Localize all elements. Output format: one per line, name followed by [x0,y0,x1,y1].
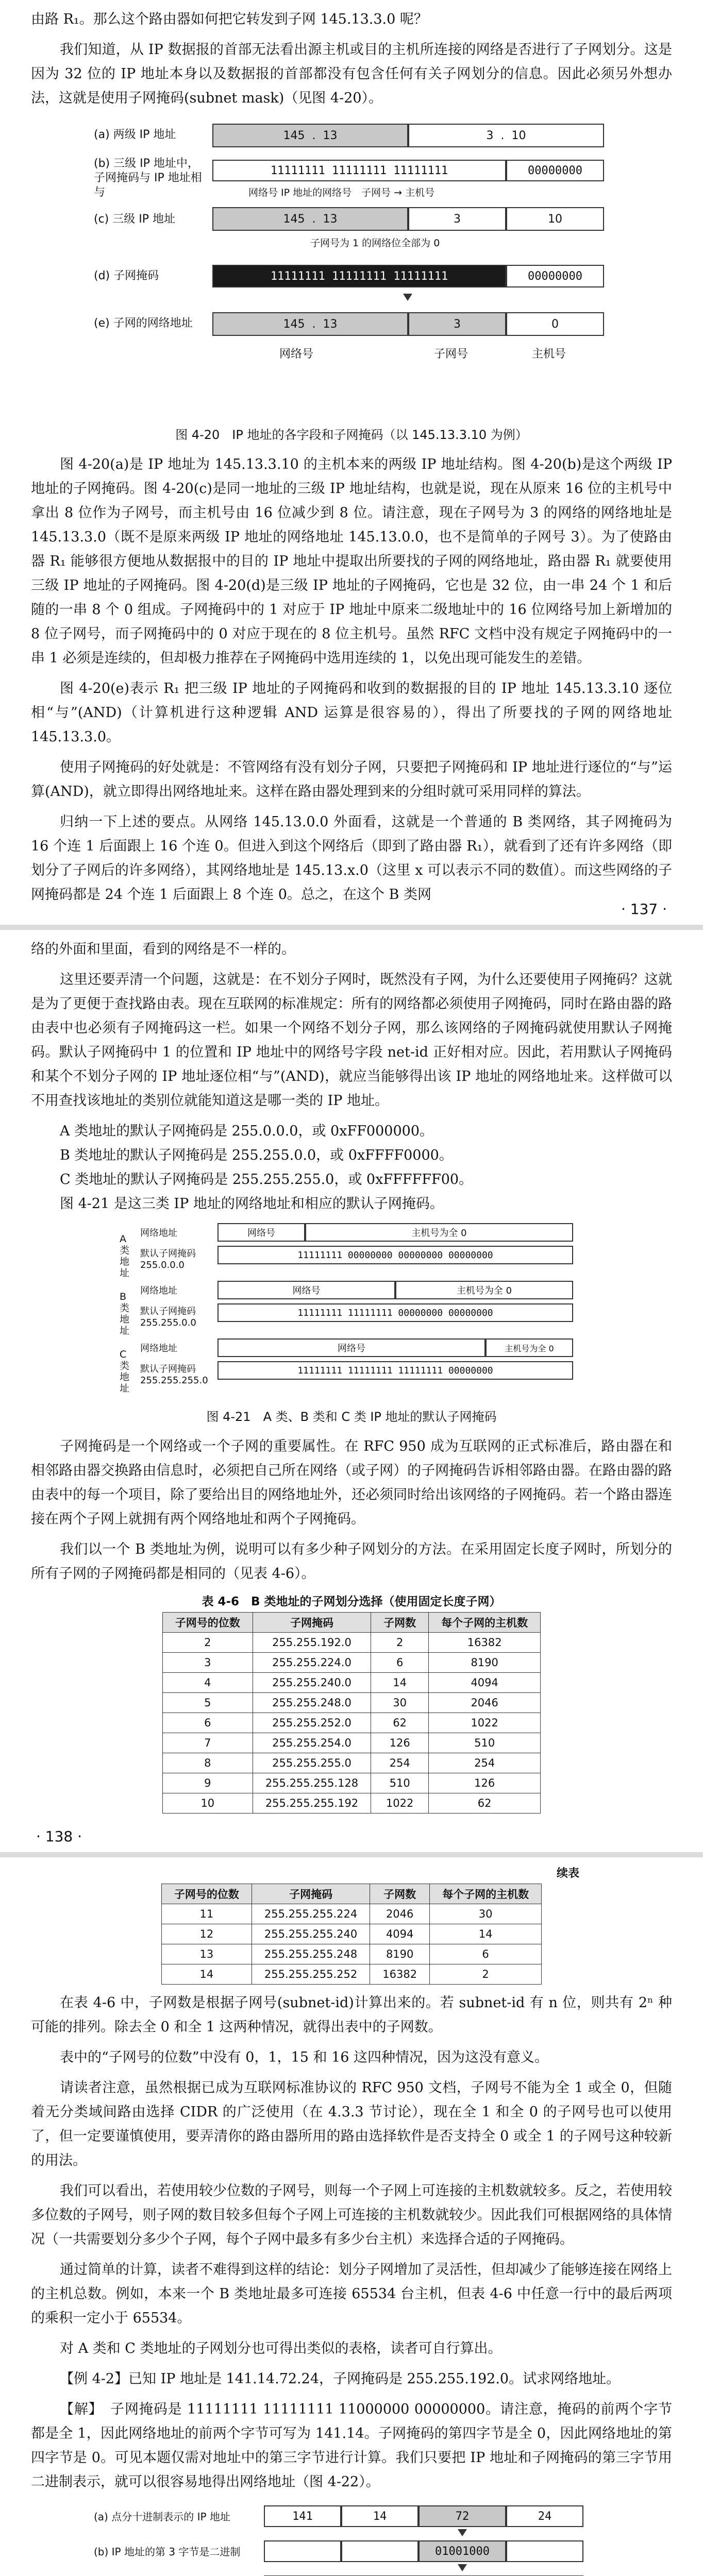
table-cell: 255.255.248.0 [253,1693,371,1713]
page-gap [0,925,703,930]
table-cell: 14 [430,1924,542,1944]
table-cell: 255.255.255.192 [253,1793,371,1814]
table-row [162,1693,540,1713]
paragraph: C 类地址的默认子网掩码是 255.255.255.0，或 0xFFFFFF00。 [60,1172,473,1188]
paragraph: B 类地址的默认子网掩码是 255.255.0.0，或 0xFFFF0000。 [60,1147,453,1163]
table-header-cell: 子网掩码 [252,1884,370,1904]
page-number: · 138 · [36,1828,82,1845]
fig-note: 子网号为 1 的网络位全部为 0 [310,238,440,249]
paragraph: 【解】 子网掩码是 11111111 11111111 11000000 00000000。请注意，掩码的前两个字节都是全 1，因此网络地址的前两个字节可写为 141.14。子网掩码的第四字节是全 0，因此网络地址的第四字节是 0。可见本题仅需对地址中的第三字节进行计算。我们只要把 IP 地址和子网掩码的第三字节用二进制表示，就可以很容易地得出网络地址（图 4-22）。 [31,2401,672,2490]
paragraph: 子网掩码是一个网络或一个子网的重要属性。在 RFC 950 成为互联网的正式标准后，路由器在和相邻路由器交换路由信息时，必须把自己所在网络（或子网）的子网掩码告诉相邻路由器。在路由器的路由表中的每一个项目，除了要给出目的网络地址外，还必须同时给出该网络的子网掩码。若一个路由器连接在两个子网上就拥有两个网络地址和两个子网掩码。 [31,1438,672,1527]
table-cell: 30 [430,1904,542,1924]
address-byte: 24 [506,2505,583,2527]
host-field: 10 [506,207,604,231]
fig-row-label: (a) 点分十进制表示的 IP 地址 [94,2511,230,2523]
mask-value: 255.0.0.0 [140,1260,185,1270]
page-138 [0,930,703,1852]
legend-subnet: 子网号 [434,348,468,361]
paragraph: 图 4-20(a)是 IP 地址为 145.13.3.10 的主机本来的两级 IP 地址结构。图 4-20(b)是这个两级 IP 地址的子网掩码。图 4-20(c)是同一地址的三级 IP 地址结构，也就是说，现在从原来 16 位的主机号中拿出 8 位作为子网号，而主机号由 16 位减少到 8 位。请注意，现在子网号为 3 的网络的网络地址是 145.13.3.0（既不是原来两级 IP 地址的网络地址 145.13.0.0，也不是简单的子网号 3）。为了使路由器 R₁ 能够很方便地从数据报中的目的 IP 地址中提取出所要找的子网的网络地址，路由器 R₁ 就要使用三级 IP 地址的子网掩码。图 4-20(d)是三级 IP 地址的子网掩码，它也是 32 位，由一串 24 个 1 和后随的一串 8 个 0 组成。子网掩码中的 1 对应于 IP 地址中原来二级地址中的 16 位网络号加上新增加的 8 位子网号，而子网掩码中的 0 对应于现在的 8 位主机号。虽然 RFC 文档中没有规定子网掩码中的一串 1 必须是连续的，但却极力推荐在子网掩码中选用连续的 1，以免出现可能发生的差错。 [31,456,672,666]
host-field: 主机号为全 0 [305,1223,573,1242]
arrow-icon [403,294,412,301]
table-cell: 6 [162,1713,253,1733]
table-cell: 2 [371,1633,429,1653]
figure-4-20 [94,116,609,420]
mask-value: 255.255.0.0 [140,1317,196,1328]
table-row [162,1713,540,1733]
paragraph: A 类地址的默认子网掩码是 255.0.0.0，或 0xFF000000。 [60,1123,434,1139]
class-b-side: B 类地址 [120,1291,130,1336]
table-cell: 8190 [429,1653,541,1673]
paragraph: 表中的“子网号的位数”中没有 0，1，15 和 16 这四种情况，因为这没有意义。 [60,2049,549,2065]
table-continued: 续表 [556,1867,579,1880]
table-cell: 4094 [370,1924,430,1944]
table-header-cell: 子网数 [370,1884,430,1904]
table-row [162,1753,540,1773]
table-cell: 10 [162,1793,253,1814]
subnet-field: 3 [408,312,506,336]
table-cell: 16382 [429,1633,541,1653]
paragraph: 【例 4-2】已知 IP 地址是 141.14.72.24，子网掩码是 255.255.192.0。试求网络地址。 [60,2371,621,2387]
fig-label-b: (b) 三级 IP 地址中，子网掩码与 IP 地址相与 [94,157,202,199]
fig-label-c: (c) 三级 IP 地址 [94,213,175,226]
table-cell: 1022 [429,1713,541,1733]
table-row [162,1673,540,1693]
net-field: 网络号 [217,1338,486,1357]
paragraph: 我们可以看出，若使用较少位数的子网号，则每一个子网上可连接的主机数就较多。反之，若使用较多位数的子网号，则子网的数目较多但每个子网上可连接的主机数就较少。因此我们可根据网络的具体情况（一共需要划分多少个子网，每个子网中最多有多少台主机）来选择合适的子网掩码。 [31,2183,672,2247]
table-title: 表 4-6 B 类地址的子网划分选择（使用固定长度子网） [202,1595,501,1608]
page-137 [0,0,703,925]
mask-zeros: 00000000 [506,160,604,181]
table-cell: 510 [371,1773,429,1793]
class-a-side: A 类地址 [120,1233,130,1279]
net-field: 网络号 [217,1281,395,1299]
mask-zeros: 00000000 [506,265,604,287]
mask-ones: 11111111 11111111 11111111 [212,160,506,181]
class-c-side: C 类地址 [120,1349,130,1394]
paragraph: 由路 R₁。那么这个路由器如何把它转发到子网 145.13.3.0 呢？ [31,11,428,27]
table-header-row [161,1884,541,1904]
subnet-field: 3 [408,207,506,231]
legend-host: 主机号 [532,348,566,361]
paragraph: 对 A 类和 C 类地址的子网划分也可得出类似的表格，读者可自行算出。 [60,2341,502,2357]
table-row [162,1733,540,1753]
paragraph: 使用子网掩码的好处就是：不管网络有没有划分子网，只要把子网掩码和 IP 地址进行逐位的“与”运算(AND)，就立即得出网络地址来。这样在路由器处理到来的分组时就可采用同样的算法。 [31,759,672,800]
table-cell: 2 [162,1633,253,1653]
table-cell: 255.255.252.0 [253,1713,371,1733]
net-addr-label: 网络地址 [140,1228,177,1239]
fig-note: 网络号 IP 地址的网络号 子网号 → 主机号 [248,187,435,198]
fig-label-d: (d) 子网掩码 [94,269,159,282]
table-header-cell: 子网号的位数 [162,1613,253,1633]
table-row [161,1924,541,1944]
table-cell: 2046 [429,1693,541,1713]
figure-caption: 图 4-21 A 类、B 类和 C 类 IP 地址的默认子网掩码 [206,1410,497,1424]
table-cell: 4 [162,1673,253,1693]
table-cell: 255.255.255.240 [252,1924,370,1944]
paragraph: 图 4-21 是这三类 IP 地址的网络地址和相应的默认子网掩码。 [60,1196,444,1212]
table-cell: 255.255.255.0 [253,1753,371,1773]
mask-bits: 11111111 00000000 00000000 00000000 [217,1246,573,1264]
table-cell: 126 [371,1733,429,1753]
table-header-cell: 子网掩码 [253,1613,371,1633]
paragraph: 我们以一个 B 类地址为例，说明可以有多少种子网划分的方法。在采用固定长度子网时，所划分的所有子网的子网掩码都是相同的（见表 4-6）。 [31,1541,672,1582]
mask-value: 255.255.255.0 [140,1375,208,1386]
host-field: 3 . 10 [408,124,604,147]
figure-4-21 [120,1222,583,1402]
table-row [162,1653,540,1673]
table-cell: 126 [429,1773,541,1793]
table-cell: 11 [161,1904,252,1924]
page-gap [0,1852,703,1857]
table-header-row [162,1613,540,1633]
address-byte: 72 [419,2505,506,2527]
table-cell: 6 [430,1944,542,1964]
table-row [162,1773,540,1793]
table-cell: 62 [371,1713,429,1733]
table-cell: 254 [429,1753,541,1773]
table-cell: 255.255.254.0 [253,1733,371,1753]
table-header-cell: 每个子网的主机数 [430,1884,542,1904]
address-byte-blank [341,2540,419,2562]
arrow-icon [458,2529,467,2536]
table-cell: 255.255.255.128 [253,1773,371,1793]
net-addr-label: 网络地址 [140,1285,177,1296]
table-cell: 8 [162,1753,253,1773]
table-cell: 12 [161,1924,252,1944]
paragraph: 我们知道，从 IP 数据报的首部无法看出源主机或目的主机所连接的网络是否进行了子网划分。这是因为 32 位的 IP 地址本身以及数据报的首部都没有包含任何有关子网划分的信息。因此必须另外想办法，这就是使用子网掩码(subnet mask)（见图 4-20）。 [31,42,672,106]
table-cell: 30 [371,1693,429,1713]
paragraph: 图 4-20(e)表示 R₁ 把三级 IP 地址的子网掩码和收到的数据报的目的 IP 地址 145.13.3.10 逐位相“与”(AND)（计算机进行这种逻辑 AND 运算是很容易的），得出了所要找的子网的网络地址 145.13.3.0。 [31,681,672,745]
fig-label-a: (a) 两级 IP 地址 [94,128,176,141]
paragraph: 请读者注意，虽然根据已成为互联网标准协议的 RFC 950 文档，子网号不能为全 1 或全 0，但随着无分类域间路由选择 CIDR 的广泛使用（在 4.3.3 节讨论），现在全 1 和全 0 的子网号也可以使用了，但一定要谨慎使用，要弄清你的路由器所用的路由选择软件是否支持全 0 或全 1 的子网号这种较新的用法。 [31,2080,672,2168]
mask-label: 默认子网掩码 [140,1364,196,1375]
figure-caption: 图 4-20 IP 地址的各字段和子网掩码（以 145.13.3.10 为例） [175,428,528,442]
table-cell: 6 [371,1653,429,1673]
table-cell: 7 [162,1733,253,1753]
table-row [161,1964,541,1985]
mask-label: 默认子网掩码 [140,1306,196,1317]
table-cell: 5 [162,1693,253,1713]
address-byte: 141 [264,2505,341,2527]
table-cell: 9 [162,1773,253,1793]
table-header-cell: 每个子网的主机数 [429,1613,541,1633]
paragraph: 这里还要弄清一个问题，这就是：在不划分子网时，既然没有子网，为什么还要使用子网掩码？这就是为了更便于查找路由表。现在互联网的标准规定：所有的网络都必须使用子网掩码，同时在路由器的路由表中也必须有子网掩码这一栏。如果一个网络不划分子网，那么该网络的子网掩码就使用默认子网掩码。默认子网掩码中 1 的位置和 IP 地址中的网络号字段 net-id 正好相对应。因此，若用默认子网掩码和某个不划分子网的 IP 地址逐位相“与”(AND)，就应当能够得出该 IP 地址的网络地址来。这样做可以不用查找该地址的类别位就能知道这是哪一类的 IP 地址。 [31,972,672,1109]
paragraph: 在表 4-6 中，子网数是根据子网号(subnet-id)计算出来的。若 subnet-id 有 n 位，则共有 2ⁿ 种可能的排列。除去全 0 和全 1 这两种情况，就得出表中的子网数。 [31,1995,672,2035]
table-cell: 8190 [370,1944,430,1964]
table-cell: 2046 [370,1904,430,1924]
table-cell: 255.255.240.0 [253,1673,371,1693]
table-cell: 255.255.255.252 [252,1964,370,1985]
table-cell: 4094 [429,1673,541,1693]
fig-row-label: (b) IP 地址的第 3 字节是二进制 [94,2546,241,2558]
table-cell: 255.255.224.0 [253,1653,371,1673]
page-139 [0,1857,703,2576]
table-cell: 255.255.255.248 [252,1944,370,1964]
table-cell: 3 [162,1653,253,1673]
host-field: 0 [506,312,604,336]
net-field: 145 . 13 [212,312,408,336]
fig-label-e: (e) 子网的网络地址 [94,317,193,330]
table-row [161,1944,541,1964]
table-cell: 14 [371,1673,429,1693]
table-cell: 255.255.192.0 [253,1633,371,1653]
address-byte: 14 [341,2505,419,2527]
table-cell: 254 [371,1753,429,1773]
table-header-cell: 子网号的位数 [161,1884,252,1904]
mask-bits: 11111111 11111111 11111111 00000000 [217,1361,573,1380]
table-cell: 13 [161,1944,252,1964]
paragraph: 归纳一下上述的要点。从网络 145.13.0.0 外面看，这就是一个普通的 B 类网络，其子网掩码为 16 个连 1 后面跟上 16 个连 0。但进入到这个网络后（即到了路由器 R₁），就看到了还有许多网络（即划分了子网后的许多网络），其网络地址是 145.13.x.0（这里 x 可以表示不同的数值）。而这些网络的子网掩码都是 24 个连 1 后面跟上 8 个连 0。总之，在这个 B 类网 [31,814,672,903]
table-cell: 1022 [371,1793,429,1814]
mask-ones: 11111111 11111111 11111111 [212,265,506,287]
table-row [162,1793,540,1814]
legend-net: 网络号 [279,348,314,361]
host-field: 主机号为全 0 [395,1281,573,1299]
table-cell: 510 [429,1733,541,1753]
net-addr-label: 网络地址 [140,1343,177,1354]
host-field: 主机号为全 0 [486,1338,573,1357]
table-row [162,1633,540,1653]
table-cell: 255.255.255.224 [252,1904,370,1924]
net-field: 145 . 13 [212,207,408,231]
address-byte-blank [264,2540,341,2562]
address-byte-blank [506,2540,583,2562]
table-cell: 62 [429,1793,541,1814]
address-byte: 01001000 [419,2540,506,2562]
table-cell: 14 [161,1964,252,1985]
net-field: 网络号 [217,1223,305,1242]
mask-label: 默认子网掩码 [140,1248,196,1259]
net-field: 145 . 13 [212,124,408,147]
subnet-table [162,1612,541,1814]
subnet-table-continued [161,1884,542,1985]
paragraph: 络的外面和里面，看到的网络是不一样的。 [31,941,295,957]
table-cell: 16382 [370,1964,430,1985]
page-number: · 137 · [621,901,667,918]
table-cell: 2 [430,1964,542,1985]
mask-bits: 11111111 11111111 00000000 00000000 [217,1303,573,1322]
figure-4-22 [94,2500,609,2576]
table-header-cell: 子网数 [371,1613,429,1633]
paragraph: 通过简单的计算，读者不难得到这样的结论：划分子网增加了灵活性，但却减少了能够连接在网络上的主机总数。例如，本来一个 B 类地址最多可连接 65534 台主机，但表 4-6 中任意一行中的最后两项的乘积一定小于 65534。 [31,2262,672,2326]
table-row [161,1904,541,1924]
arrow-icon [458,2564,467,2571]
